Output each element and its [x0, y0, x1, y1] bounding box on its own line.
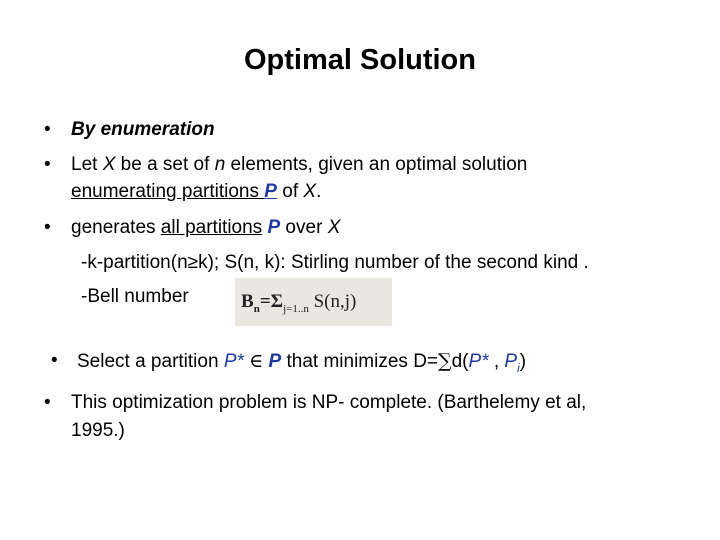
sub-item-bell: -Bell number: [81, 286, 189, 307]
var-p-star: P*: [223, 351, 244, 372]
text-run: d(: [451, 351, 469, 372]
text-run: elements, given an optimal solution: [225, 154, 528, 175]
bullet-dot: •: [44, 217, 51, 238]
bullet-np-complete-line1: This optimization problem is NP- complete. (Barthelemy et al,: [71, 392, 587, 413]
underlined-run: enumerating partitions: [71, 181, 265, 202]
formula-text: [241, 290, 356, 321]
var-x: X: [303, 181, 317, 202]
var-n: n: [214, 154, 226, 175]
var-p-i: P: [504, 351, 518, 372]
formula-sigma-sub: j=1..n: [283, 302, 309, 315]
bullet-set-definition-line2: [71, 180, 321, 204]
element-of-symbol: ∈: [249, 350, 264, 372]
text-run: ,: [488, 351, 505, 372]
var-x: X: [327, 217, 341, 238]
bell-number-formula: [235, 278, 392, 326]
text-run: .: [316, 181, 322, 202]
var-p: P: [268, 351, 282, 372]
formula-sigma: Σ: [270, 291, 284, 312]
bullet-dot: •: [44, 119, 51, 140]
bullet-dot: •: [51, 350, 58, 371]
text-run: Select a partition: [77, 351, 224, 372]
bullet-generates-partitions: [71, 216, 340, 240]
text-run: ): [519, 351, 527, 372]
bullet-dot: •: [44, 154, 51, 175]
var-i-subscript: i: [517, 360, 520, 375]
bullet-np-complete-line2: 1995.): [71, 420, 125, 441]
formula-b: B: [241, 291, 254, 312]
bullet-set-definition-line1: [71, 153, 527, 177]
text-run: generates: [71, 217, 161, 238]
bullet-text: By enumeration: [71, 119, 215, 140]
bullet-dot: •: [44, 392, 51, 413]
var-x: X: [102, 154, 116, 175]
var-p-star: P*: [468, 351, 489, 372]
bullet-by-enumeration: [71, 118, 215, 142]
bullet-select-partition: [77, 349, 526, 380]
sum-symbol: ∑: [438, 350, 452, 372]
sub-item-stirling: -k-partition(n≥k); S(n, k): Stirling number of the second kind .: [81, 252, 589, 273]
formula-eq: =: [259, 291, 271, 312]
formula-b-sub: n: [253, 302, 260, 315]
text-run: Let: [71, 154, 103, 175]
text-run: be a set of: [115, 154, 215, 175]
text-run: of: [276, 181, 304, 202]
slide-title: Optimal Solution: [244, 44, 476, 76]
var-p: P: [267, 217, 281, 238]
underlined-run: all partitions: [160, 217, 263, 238]
text-run: that minimizes D=: [281, 351, 439, 372]
text-run: over: [280, 217, 328, 238]
var-p: P: [264, 181, 277, 202]
formula-rest: S(n,j): [308, 291, 357, 312]
